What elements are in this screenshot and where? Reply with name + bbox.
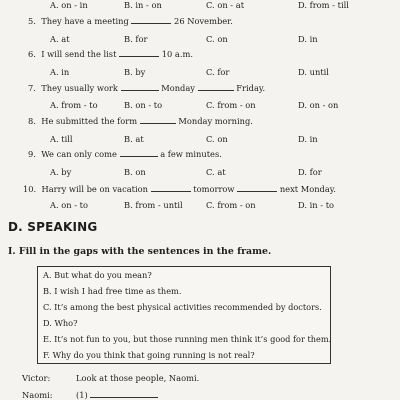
gap-number: (1) [76, 390, 88, 400]
question-text: Harry will be on vacation [41, 184, 149, 194]
question-5 [28, 16, 233, 26]
answer-blank-1[interactable] [151, 184, 191, 192]
dialogue-line: Look at those people, Naomi. [76, 373, 200, 383]
answer-blank[interactable] [131, 16, 171, 24]
frame-sentence-d: D. Who? [43, 318, 78, 328]
answer-blank[interactable] [140, 116, 176, 124]
answer-blank[interactable] [90, 390, 158, 398]
option-d: D. until [298, 67, 329, 77]
section-title: D. SPEAKING [8, 220, 98, 234]
option-c: C. on [206, 34, 228, 44]
question-7 [28, 83, 265, 93]
answer-blank-2[interactable] [198, 83, 234, 91]
exercise-instruction: I. Fill in the gaps with the sentences in the frame. [8, 246, 272, 257]
option-d: D. in [298, 34, 318, 44]
frame-sentence-f: F. Why do you think that going running is not real? [43, 350, 255, 360]
dialogue-line [76, 390, 158, 400]
option-d: D. in - to [298, 200, 335, 210]
question-text-end: 26 November. [174, 16, 233, 26]
option-a: A. at [50, 34, 70, 44]
option-c: C. on - at [206, 0, 245, 10]
option-a: A. from - to [50, 100, 98, 110]
option-d: D. on - on [298, 100, 339, 110]
frame-sentence-e: E. It’s not fun to you, but those running men think it’s good for them. [43, 334, 332, 344]
question-number: 7. [28, 83, 36, 93]
option-c: C. from - on [206, 200, 256, 210]
option-b: B. for [124, 34, 148, 44]
question-text-end: Monday morning. [178, 116, 253, 126]
option-b: B. from - until [124, 200, 183, 210]
question-text: We can only come [41, 149, 117, 159]
question-text-end: Friday. [236, 83, 266, 93]
question-text-end: a few minutes. [160, 149, 222, 159]
option-b: B. on - to [124, 100, 163, 110]
frame-sentence-c: C. It’s among the best physical activities recommended by doctors. [43, 302, 322, 312]
option-a: A. by [50, 167, 72, 177]
option-b: B. at [124, 134, 144, 144]
question-text: He submitted the form [41, 116, 138, 126]
question-text: They have a meeting [41, 16, 129, 26]
question-text: They usually work [41, 83, 118, 93]
question-8 [28, 116, 253, 126]
dialogue-speaker: Naomi: [22, 390, 53, 400]
option-d: D. from - till [298, 0, 349, 10]
answer-blank[interactable] [120, 149, 158, 157]
option-a: A. till [50, 134, 73, 144]
option-a: A. on - in [50, 0, 88, 10]
question-number: 6. [28, 49, 36, 59]
option-c: C. at [206, 167, 226, 177]
option-b: B. in - on [124, 0, 162, 10]
frame-sentence-b: B. I wish I had free time as them. [43, 286, 182, 296]
option-c: C. from - on [206, 100, 256, 110]
option-d: D. for [298, 167, 322, 177]
question-number: 9. [28, 149, 36, 159]
option-b: B. by [124, 67, 146, 77]
question-6 [28, 49, 193, 59]
question-text: I will send the list [41, 49, 117, 59]
option-b: B. on [124, 167, 146, 177]
answer-blank-1[interactable] [121, 83, 159, 91]
question-text-mid: Monday [161, 83, 195, 93]
option-c: C. on [206, 134, 228, 144]
question-10 [23, 184, 336, 194]
question-number: 10. [23, 184, 37, 194]
sentence-frame [37, 266, 331, 364]
option-a: A. on - to [50, 200, 89, 210]
option-d: D. in [298, 134, 318, 144]
option-c: C. for [206, 67, 230, 77]
question-number: 5. [28, 16, 36, 26]
question-text-mid: tomorrow [193, 184, 235, 194]
question-text-end: next Monday. [279, 184, 337, 194]
answer-blank-2[interactable] [237, 184, 277, 192]
question-text-end: 10 a.m. [161, 49, 193, 59]
dialogue-speaker: Victor: [22, 373, 51, 383]
answer-blank[interactable] [119, 49, 159, 57]
option-a: A. in [50, 67, 70, 77]
question-number: 8. [28, 116, 36, 126]
frame-sentence-a: A. But what do you mean? [43, 270, 152, 280]
question-9 [28, 149, 222, 159]
